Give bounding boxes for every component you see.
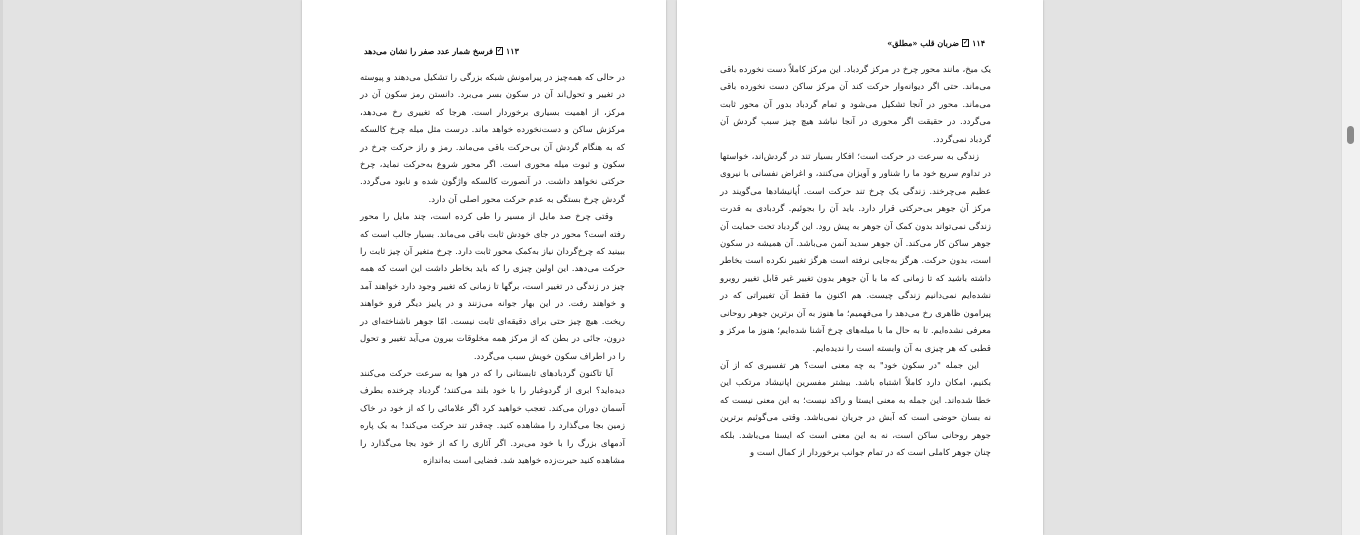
paragraph: آیا تاکنون گردبادهای تابستانی را که در هوا به سرعت حرکت می‌کنند دیده‌اید؟ ابری از گرد‌وغبار را با خود بلند می‌کنند؛ گردباد چرخنده بطرف آسمان دوران می‌کند. تعجب خواهید کرد اگر علامائی را که از خود در خاک زمین بجا می‌گذارد را مشاهده کنید. چه‌قدر تند حرکت می‌کند! به یک پاره آدمهای بزرگ را با خود می‌برد. اگر آثاری را که از خود بجا می‌گذارد را مشاهده کنید حیرت‌زده خواهید شد. فضایی است به‌اندازه (360, 368, 625, 466)
page-114 (677, 0, 1043, 535)
paragraph: وقتی چرخ صد مایل از مسیر را طی کرده است، چند مایل را محور رفته است؟ محور در جای خودش ثابت باقی می‌ماند. بسیار جالب است که ببینید که چرخ‌گردان نیاز به‌کمک محور ثابت دارد. چرخ متغیر آن چیز ثابت را حرکت می‌دهد. این اولین چیزی را که باید بخاطر داشت این است که همه چیز در زندگی در تغییر است، برگها تا زمانی که تغییر وجود دارد خواهند آمد و خواهند رفت. در این بهار جوانه می‌زنند و در پاییز دیگر فرو خواهند ریخت. هیچ چیز حتی برای دقیقه‌ای ثابت نیست. امّا جوهر ناشناخته‌ای در درون، جائی در بطن که از مرکز همه مخلوقات بیرون می‌آید تغییر و تحول را در اطراف سکون خویش سبب می‌گردد. (360, 212, 625, 362)
paragraph: یک میخ، مانند محور چرخ در مرکز گردباد. این مرکز کاملاً دست نخورده باقی می‌ماند. حتی اگر دیوانه‌وار حرکت کند آن مرکز ساکن دست نخورده باقی می‌ماند. محور در آنجا تشکیل می‌شود و تمام گردباد بدور آن محور ثابت می‌گردد. در حقیقت اگر محوری در آنجا نباشد هیچ چیز سبب گردش آن گردباد نمی‌گردد. (720, 65, 991, 145)
page-number: ۱۱۴ (972, 38, 985, 48)
paragraph: در حالی که همه‌چیز در پیرامونش شبکه بزرگی را تشکیل می‌دهند و پیوسته در تغییر و تحول‌اند آن در سکون بسر می‌برد. دانستن رمز سکون آن در مرکز، از اهمیت بسیاری برخوردار است. هرجا که تغییری رخ می‌دهد، مرکزش ساکن و دست‌نخورده خواهد ماند. درست مثل میله چرخ کالسکه که به هنگام گردش آن بی‌حرکت باقی می‌ماند. رمز و راز حرکت چرخ در سکون و ثبوت میله محوری است. اگر محور شروع به‌حرکت نماید، چرخ حرکتی نخواهد داشت. در آنصورت کالسکه واژگون شده و نابود می‌گردد. گردش چرخ بستگی به عدم حرکت محور اصلی آن دارد. (360, 73, 625, 205)
page-number: ۱۱۳ (505, 46, 519, 56)
running-header (364, 46, 519, 56)
viewer-edge (0, 0, 3, 535)
header-title: فرسخ شمار عدد صفر را نشان می‌دهد (364, 46, 493, 56)
page-body (720, 62, 991, 462)
paragraph: این جمله "در سکون خود" به چه معنی است؟ هر تفسیری که از آن بکنیم، امکان دارد کاملاً اشتباه باشد. بیشتر مفسرین اپانیشاد مرتکب این خطا شده‌اند. این جمله به معنی ایستا و راکد نیست؛ به این معنی نیست که نه بسان حوضی است که آبش در جریان نمی‌باشد. وقتی می‌گوئیم برترین جوهر روحانی ساکن است، نه به این معنی است که ایستا می‌باشد. بلکه چنان جوهر کاملی است که در تمام جوانب برخوردار از کمال است و (720, 360, 991, 458)
page-113 (302, 0, 666, 535)
running-header (887, 38, 985, 48)
scrollbar-thumb[interactable] (1347, 126, 1354, 144)
page-body (360, 70, 625, 470)
checkbox-icon: ✓ (963, 39, 969, 46)
header-title: ضربان قلب «مطلق» (887, 38, 960, 48)
paragraph: زندگی به سرعت در حرکت است؛ افکار بسیار تند در گردش‌اند، خواستها در تداوم سریع خود ما را شناور و آویزان می‌کنند، و اغراض نفسانی با نیروی عظیم می‌چرخند. زندگی یک چرخ تند حرکت است. اُپانیشادها می‌گویند در مرکز آن جوهر بی‌حرکتی قرار دارد. باید آن را بجوئیم. گردبادی به قدرت زندگی نمی‌تواند بدون کمک آن جوهر به پیش رود. این گردباد تحت حمایت آن جوهر ساکن کار می‌کند. آن جوهر سدید آنمن می‌باشد. آن همیشه در سکون است، بدون حرکت. هرگز به‌جایی نرفته است هرگز تغییر نکرده است بخاطر داشته باشید که تا زمانی که ما با آن جوهر بدون تغییر غیر قابل تغییر روبرو نشده‌ایم نمی‌دانیم زندگی چیست. هم اکنون ما فقط آن تغییراتی که در پیرامون ظاهری رخ می‌دهد را می‌فهمیم؛ ما هنوز به آن برترین جوهر روحانی معرفی نشده‌ایم. تا به حال ما با میله‌های چرخ آشنا شده‌ایم؛ هنوز ما مرکز و قطبی که هر چیزی به آن وابسته است را ندیده‌ایم. (720, 152, 991, 354)
vertical-scrollbar[interactable] (1341, 0, 1360, 535)
checkbox-icon: ✓ (496, 47, 502, 54)
